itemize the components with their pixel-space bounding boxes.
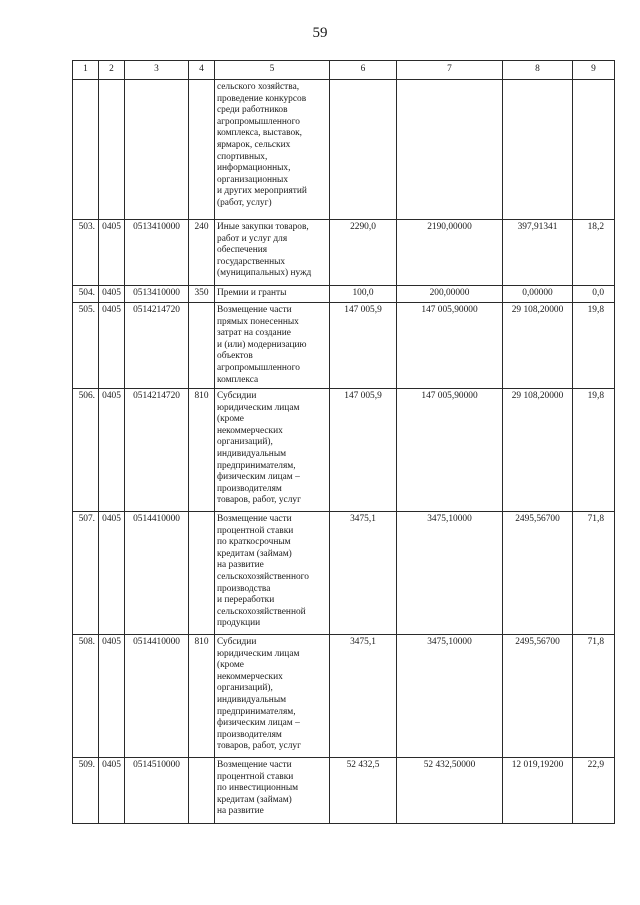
expense-type-code — [189, 758, 215, 824]
table-row — [73, 303, 615, 389]
expense-type-code — [189, 303, 215, 389]
header-cell: 1 — [73, 61, 99, 80]
approved-amount: 3475,1 — [330, 635, 397, 758]
executed-amount: 0,00000 — [503, 286, 573, 303]
section-code: 0405 — [99, 220, 125, 286]
execution-percent: 19,8 — [573, 389, 615, 512]
header-cell: 6 — [330, 61, 397, 80]
item-name: Возмещение части процентной ставки по краткосрочным кредитам (займам) на развитие сельскохозяйственного производства и переработки сельскохозяйственной продукции — [215, 512, 330, 635]
budget-allocation — [397, 80, 503, 220]
header-row — [73, 61, 615, 80]
item-name: Премии и гранты — [215, 286, 330, 303]
section-code: 0405 — [99, 512, 125, 635]
executed-amount: 29 108,20000 — [503, 303, 573, 389]
table-row — [73, 389, 615, 512]
target-article-code: 0514214720 — [125, 303, 189, 389]
header-cell: 2 — [99, 61, 125, 80]
item-name: Субсидии юридическим лицам (кроме некоммерческих организаций), индивидуальным предпринимателям, физическим лицам – производителям товаров, работ, услуг — [215, 389, 330, 512]
item-name: Субсидии юридическим лицам (кроме некоммерческих организаций), индивидуальным предпринимателям, физическим лицам – производителям товаров, работ, услуг — [215, 635, 330, 758]
execution-percent: 0,0 — [573, 286, 615, 303]
approved-amount — [330, 80, 397, 220]
table-row — [73, 220, 615, 286]
expense-type-code: 810 — [189, 635, 215, 758]
executed-amount: 29 108,20000 — [503, 389, 573, 512]
section-code: 0405 — [99, 758, 125, 824]
header-cell: 8 — [503, 61, 573, 80]
section-code: 0405 — [99, 303, 125, 389]
header-cell: 5 — [215, 61, 330, 80]
execution-percent: 71,8 — [573, 512, 615, 635]
item-name: сельского хозяйства, проведение конкурсов среди работников агропромышленного комплекса, выставок, ярмарок, сельских спортивных, информационных, организационных и других мероприятий (работ, услуг) — [215, 80, 330, 220]
budget-allocation: 2190,00000 — [397, 220, 503, 286]
target-article-code: 0514214720 — [125, 389, 189, 512]
execution-percent: 18,2 — [573, 220, 615, 286]
section-code: 0405 — [99, 389, 125, 512]
expense-type-code: 810 — [189, 389, 215, 512]
row-number — [73, 80, 99, 220]
target-article-code: 0513410000 — [125, 286, 189, 303]
approved-amount: 100,0 — [330, 286, 397, 303]
budget-allocation: 3475,10000 — [397, 635, 503, 758]
target-article-code: 0513410000 — [125, 220, 189, 286]
expense-type-code: 350 — [189, 286, 215, 303]
row-number: 507. — [73, 512, 99, 635]
budget-allocation: 147 005,90000 — [397, 303, 503, 389]
table-row — [73, 512, 615, 635]
target-article-code: 0514410000 — [125, 512, 189, 635]
budget-allocation: 147 005,90000 — [397, 389, 503, 512]
header-cell: 9 — [573, 61, 615, 80]
executed-amount: 2495,56700 — [503, 635, 573, 758]
target-article-code — [125, 80, 189, 220]
page-number: 59 — [312, 25, 328, 41]
row-number: 503. — [73, 220, 99, 286]
budget-allocation: 3475,10000 — [397, 512, 503, 635]
target-article-code: 0514510000 — [125, 758, 189, 824]
executed-amount: 397,91341 — [503, 220, 573, 286]
execution-percent — [573, 80, 615, 220]
table-row — [73, 635, 615, 758]
row-number: 506. — [73, 389, 99, 512]
approved-amount: 147 005,9 — [330, 389, 397, 512]
budget-allocation: 52 432,50000 — [397, 758, 503, 824]
header-cell: 4 — [189, 61, 215, 80]
table-body — [73, 80, 615, 824]
executed-amount — [503, 80, 573, 220]
row-number: 505. — [73, 303, 99, 389]
row-number: 504. — [73, 286, 99, 303]
item-name: Иные закупки товаров, работ и услуг для обеспечения государственных (муниципальных) нужд — [215, 220, 330, 286]
execution-percent: 22,9 — [573, 758, 615, 824]
table-row — [73, 286, 615, 303]
approved-amount: 52 432,5 — [330, 758, 397, 824]
section-code — [99, 80, 125, 220]
section-code: 0405 — [99, 635, 125, 758]
approved-amount: 3475,1 — [330, 512, 397, 635]
execution-percent: 19,8 — [573, 303, 615, 389]
item-name: Возмещение части процентной ставки по инвестиционным кредитам (займам) на развитие — [215, 758, 330, 824]
approved-amount: 2290,0 — [330, 220, 397, 286]
table-row — [73, 758, 615, 824]
expense-type-code — [189, 512, 215, 635]
expense-type-code — [189, 80, 215, 220]
budget-allocation: 200,00000 — [397, 286, 503, 303]
row-number: 509. — [73, 758, 99, 824]
execution-percent: 71,8 — [573, 635, 615, 758]
row-number: 508. — [73, 635, 99, 758]
expense-type-code: 240 — [189, 220, 215, 286]
section-code: 0405 — [99, 286, 125, 303]
executed-amount: 2495,56700 — [503, 512, 573, 635]
approved-amount: 147 005,9 — [330, 303, 397, 389]
item-name: Возмещение части прямых понесенных затрат на создание и (или) модернизацию объектов агропромышленного комплекса — [215, 303, 330, 389]
budget-table — [72, 60, 615, 824]
header-cell: 7 — [397, 61, 503, 80]
table-row — [73, 80, 615, 220]
executed-amount: 12 019,19200 — [503, 758, 573, 824]
header-cell: 3 — [125, 61, 189, 80]
target-article-code: 0514410000 — [125, 635, 189, 758]
